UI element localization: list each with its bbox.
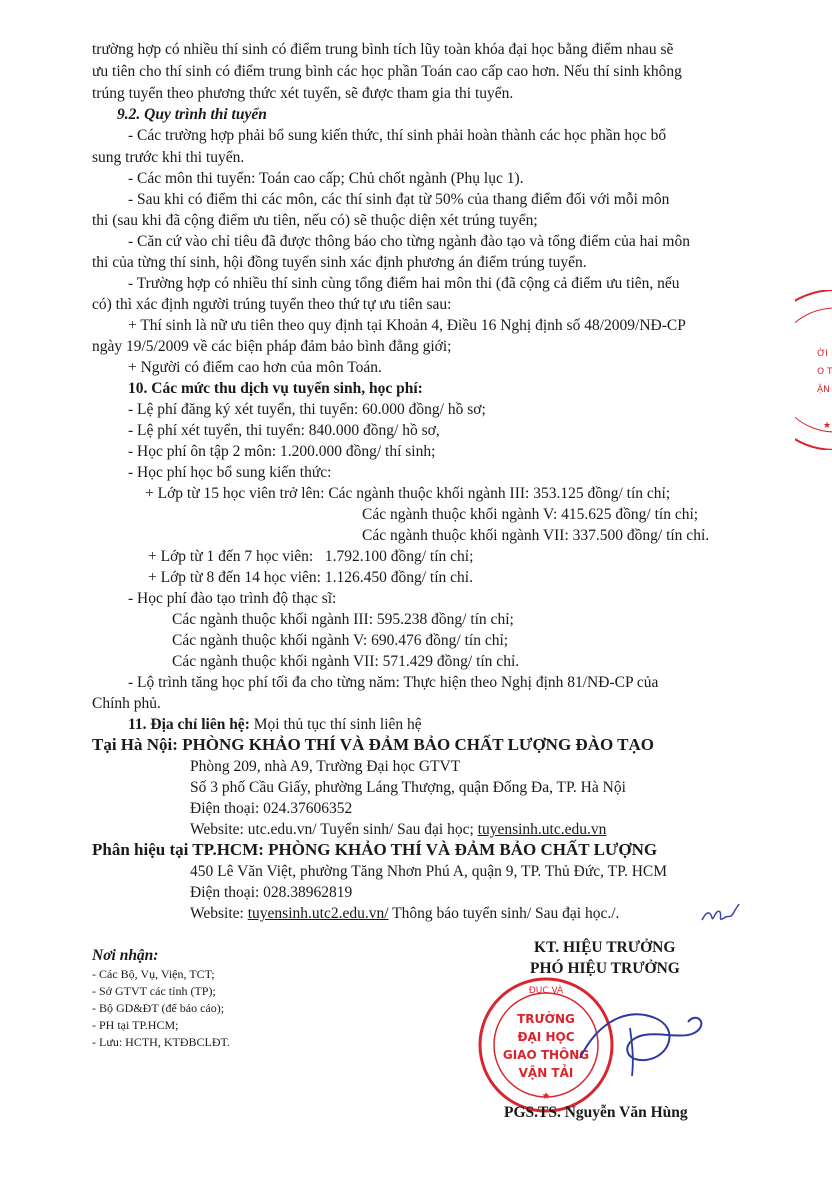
recipient-item: - Các Bộ, Vụ, Viện, TCT; — [92, 967, 215, 981]
recipient-item: - PH tại TP.HCM; — [92, 1018, 179, 1032]
seal-line-4: VẬN TẢI — [518, 1066, 574, 1080]
body-line: + Người có điểm cao hơn của môn Toán. — [128, 359, 382, 376]
svg-text:O T: O T — [817, 367, 832, 377]
body-line: trúng tuyển theo phương thức xét tuyển, sẽ được tham gia thi tuyển. — [92, 85, 514, 102]
hcm-website-suffix: Thông báo tuyển sinh/ Sau đại học./. — [388, 905, 620, 922]
hcm-phone: Điện thoại: 028.38962819 — [190, 884, 353, 901]
hcm-label: Phân hiệu tại TP.HCM: — [92, 840, 264, 859]
section-heading-10: 10. Các mức thu dịch vụ tuyển sinh, học phí: — [128, 380, 423, 397]
body-line: thi (sau khi đã cộng điểm ưu tiên, nếu có) sẽ thuộc diện xét trúng tuyển; — [92, 212, 538, 229]
body-line: Các ngành thuộc khối ngành V: 690.476 đồng/ tín chỉ; — [172, 632, 509, 649]
svg-text:★: ★ — [541, 1091, 551, 1102]
hcm-office: PHÒNG KHẢO THÍ VÀ ĐẢM BẢO CHẤT LƯỢNG — [268, 840, 658, 859]
hanoi-website — [190, 820, 606, 840]
body-line: + Lớp từ 15 học viên trở lên: Các ngành thuộc khối ngành III: 353.125 đồng/ tín chỉ; — [145, 485, 671, 502]
hanoi-website-link[interactable]: tuyensinh.utc.edu.vn — [477, 821, 607, 838]
body-line: - Học phí học bổ sung kiến thức: — [128, 464, 332, 481]
hanoi-office: PHÒNG KHẢO THÍ VÀ ĐẢM BẢO CHẤT LƯỢNG ĐÀO TẠO — [182, 735, 654, 754]
body-line: - Các trường hợp phải bổ sung kiến thức, thí sinh phải hoàn thành các học phần học bổ — [128, 127, 667, 144]
body-line: + Lớp từ 8 đến 14 học viên: 1.126.450 đồng/ tín chỉ. — [148, 569, 473, 586]
body-line: - Lộ trình tăng học phí tối đa cho từng năm: Thực hiện theo Nghị định 81/NĐ-CP của — [128, 674, 659, 691]
hcm-website-prefix: Website: — [190, 905, 248, 922]
handwritten-signature — [560, 988, 710, 1088]
body-line: Các ngành thuộc khối ngành VII: 337.500 đồng/ tín chỉ. — [362, 527, 710, 544]
body-line: - Lệ phí đăng ký xét tuyển, thi tuyển: 60.000 đồng/ hồ sơ; — [128, 401, 486, 418]
body-line: + Thí sinh là nữ ưu tiên theo quy định tại Khoản 4, Điều 16 Nghị định số 48/2009/NĐ-CP — [128, 317, 686, 334]
hcm-website-link[interactable]: tuyensinh.utc2.edu.vn/ — [247, 905, 389, 922]
body-line: ngày 19/5/2009 về các biện pháp đảm bảo bình đẳng giới; — [92, 338, 452, 355]
body-line: - Trường hợp có nhiều thí sinh cùng tổng điểm hai môn thi (đã cộng cả điểm ưu tiên, nếu — [128, 275, 680, 292]
body-line: - Lệ phí xét tuyển, thi tuyển: 840.000 đồng/ hồ sơ, — [128, 422, 440, 439]
hcm-website — [190, 904, 619, 924]
section-heading-11: 11. Địa chỉ liên hệ: Mọi thủ tục thí sinh liên hệ — [128, 716, 422, 733]
section-heading-9-2: 9.2. Quy trình thi tuyển — [117, 106, 267, 123]
body-line: - Sau khi có điểm thi các môn, các thí sinh đạt từ 50% của thang điểm đối với mỗi môn — [128, 191, 670, 208]
hanoi-room: Phòng 209, nhà A9, Trường Đại học GTVT — [190, 758, 461, 775]
recipients-title: Nơi nhận: — [92, 947, 159, 964]
body-line: Chính phủ. — [92, 695, 161, 712]
body-line: trường hợp có nhiều thí sinh có điểm trung bình tích lũy toàn khóa đại học bằng điểm nhau sẽ — [92, 41, 674, 58]
signature-title-1: KT. HIỆU TRƯỞNG — [534, 939, 676, 956]
hcm-contact-heading — [92, 840, 657, 860]
svg-text:ỜI: ỜI — [817, 349, 828, 359]
handwritten-initials — [700, 902, 740, 928]
body-line: Các ngành thuộc khối ngành V: 415.625 đồng/ tín chỉ; — [362, 506, 699, 523]
body-line: Các ngành thuộc khối ngành VII: 571.429 đồng/ tín chỉ. — [172, 653, 520, 670]
body-line: thi của từng thí sinh, hội đồng tuyển sinh xác định phương án điểm trúng tuyển. — [92, 254, 587, 271]
hanoi-phone: Điện thoại: 024.37606352 — [190, 800, 353, 817]
hanoi-website-prefix: Website: utc.edu.vn/ Tuyển sinh/ Sau đại học; — [190, 821, 478, 838]
svg-text:ẬN: ẬN — [817, 385, 830, 395]
signer-name: PGS.TS. Nguyễn Văn Hùng — [504, 1104, 688, 1121]
svg-text:★: ★ — [823, 421, 832, 431]
recipient-item: - Bộ GD&ĐT (để báo cáo); — [92, 1001, 225, 1015]
page-edge-seal — [795, 290, 832, 450]
body-line: ưu tiên cho thí sinh có điểm trung bình các học phần Toán cao cấp cao hơn. Nếu thí sinh không — [92, 63, 682, 80]
body-line: - Học phí ôn tập 2 môn: 1.200.000 đồng/ thí sinh; — [128, 443, 436, 460]
seal-line-1: TRƯỜNG — [517, 1012, 575, 1026]
hanoi-contact-heading — [92, 735, 654, 755]
body-line: sung trước khi thi tuyển. — [92, 149, 245, 166]
body-line: - Các môn thi tuyển: Toán cao cấp; Chủ chốt ngành (Phụ lục 1). — [128, 170, 524, 187]
recipient-item: - Lưu: HCTH, KTĐBCLĐT. — [92, 1035, 230, 1049]
hcm-address: 450 Lê Văn Việt, phường Tăng Nhơn Phú A, quận 9, TP. Thủ Đức, TP. HCM — [190, 863, 668, 880]
seal-line-2: ĐẠI HỌC — [517, 1030, 575, 1044]
body-line: - Học phí đào tạo trình độ thạc sĩ: — [128, 590, 337, 607]
body-line: - Căn cứ vào chỉ tiêu đã được thông báo cho từng ngành đào tạo và tổng điểm của hai môn — [128, 233, 690, 250]
body-line: có) thì xác định người trúng tuyển theo thứ tự ưu tiên sau: — [92, 296, 452, 313]
signature-title-2: PHÓ HIỆU TRƯỞNG — [530, 960, 680, 977]
body-line: Các ngành thuộc khối ngành III: 595.238 đồng/ tín chỉ; — [172, 611, 514, 628]
seal-ring-text: ĐỤC VÀ — [528, 986, 564, 996]
seal-line-3: GIAO THÔNG — [502, 1048, 590, 1062]
recipient-item: - Sở GTVT các tỉnh (TP); — [92, 984, 216, 998]
hanoi-label: Tại Hà Nội: — [92, 735, 178, 754]
body-line: + Lớp từ 1 đến 7 học viên: 1.792.100 đồng/ tín chỉ; — [148, 548, 474, 565]
hanoi-address: Số 3 phố Cầu Giấy, phường Láng Thượng, quận Đống Đa, TP. Hà Nội — [190, 779, 626, 796]
